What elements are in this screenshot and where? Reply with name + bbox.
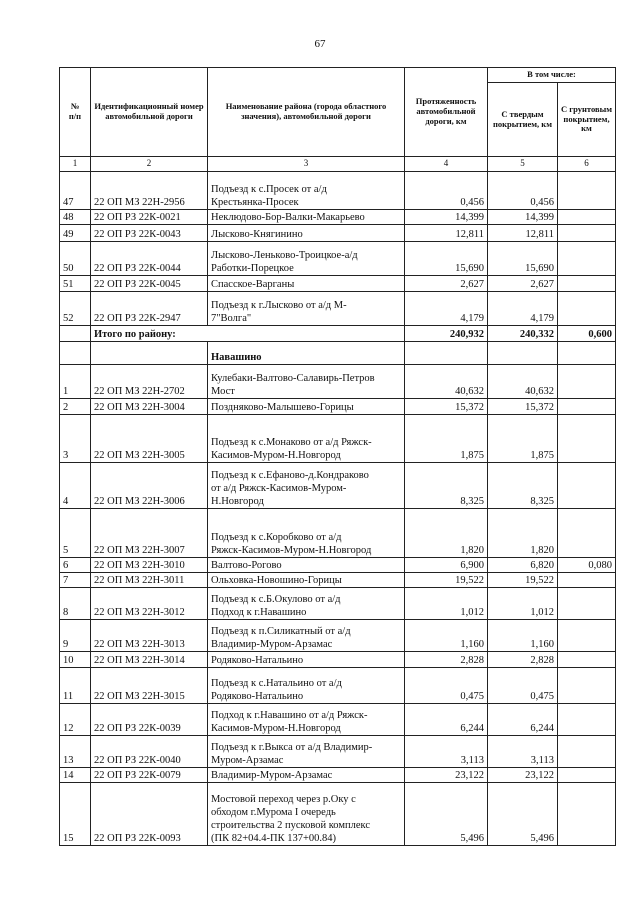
table-row	[60, 588, 616, 620]
road-name: Подъезд к с.Натальино от а/д Родяково-Натальино	[208, 668, 405, 704]
district-total-row	[60, 326, 616, 342]
row-number: 51	[60, 276, 91, 292]
soil-surface-length	[558, 365, 616, 399]
road-id: 22 ОП МЗ 22Н-3007	[91, 509, 208, 558]
row-number: 14	[60, 768, 91, 783]
hard-surface-length: 19,522	[488, 573, 558, 588]
road-length: 15,690	[405, 242, 488, 276]
table-row	[60, 558, 616, 573]
table-row	[60, 768, 616, 783]
hard-surface-length: 15,372	[488, 399, 558, 415]
hard-surface-length: 8,325	[488, 463, 558, 509]
total-hard: 240,332	[488, 326, 558, 342]
road-length: 12,811	[405, 225, 488, 242]
road-id: 22 ОП РЗ 22К-0021	[91, 210, 208, 225]
total-label: Итого по району:	[91, 326, 405, 342]
road-name: Кулебаки-Валтово-Салавирь-Петров Мост	[208, 365, 405, 399]
table-row	[60, 292, 616, 326]
header-road-id: Идентификационный номер автомобильной дороги	[91, 68, 208, 157]
road-name: Лысково-Княгинино	[208, 225, 405, 242]
total-length: 240,932	[405, 326, 488, 342]
soil-surface-length	[558, 588, 616, 620]
header-road-name: Наименование района (города областного значения), автомобильной дороги	[208, 68, 405, 157]
column-index: 6	[558, 157, 616, 172]
district-heading-row	[60, 342, 616, 365]
road-name: Подъезд к с.Б.Окулово от а/д Подход к г.Навашино	[208, 588, 405, 620]
soil-surface-length	[558, 768, 616, 783]
road-length: 1,875	[405, 415, 488, 463]
road-length: 14,399	[405, 210, 488, 225]
road-id: 22 ОП МЗ 22Н-2956	[91, 172, 208, 210]
column-index-row	[60, 157, 616, 172]
road-id: 22 ОП МЗ 22Н-3011	[91, 573, 208, 588]
road-name: Родяково-Натальино	[208, 652, 405, 668]
hard-surface-length: 2,627	[488, 276, 558, 292]
road-id: 22 ОП МЗ 22Н-3006	[91, 463, 208, 509]
road-id: 22 ОП РЗ 22К-0045	[91, 276, 208, 292]
soil-surface-length	[558, 242, 616, 276]
road-length: 8,325	[405, 463, 488, 509]
table-row	[60, 399, 616, 415]
soil-surface-length: 0,080	[558, 558, 616, 573]
road-name: Подъезд к г.Выкса от а/д Владимир- Муром-Арзамас	[208, 736, 405, 768]
road-length: 40,632	[405, 365, 488, 399]
road-id: 22 ОП МЗ 22Н-3005	[91, 415, 208, 463]
district-name: Навашино	[208, 342, 405, 365]
table-row	[60, 736, 616, 768]
hard-surface-length: 40,632	[488, 365, 558, 399]
table-row	[60, 652, 616, 668]
table-row	[60, 704, 616, 736]
header-group: В том числе:	[488, 68, 616, 83]
row-number: 12	[60, 704, 91, 736]
road-id: 22 ОП МЗ 22Н-3013	[91, 620, 208, 652]
total-soil: 0,600	[558, 326, 616, 342]
hard-surface-length: 1,820	[488, 509, 558, 558]
row-number: 7	[60, 573, 91, 588]
road-id: 22 ОП МЗ 22Н-3015	[91, 668, 208, 704]
hard-surface-length: 1,875	[488, 415, 558, 463]
road-id: 22 ОП МЗ 22Н-3010	[91, 558, 208, 573]
column-index: 1	[60, 157, 91, 172]
row-number: 48	[60, 210, 91, 225]
header-soil-surface: С грунтовым покрытием, км	[558, 83, 616, 157]
soil-surface-length	[558, 704, 616, 736]
soil-surface-length	[558, 210, 616, 225]
road-length: 0,456	[405, 172, 488, 210]
road-length: 4,179	[405, 292, 488, 326]
road-length: 0,475	[405, 668, 488, 704]
hard-surface-length: 15,690	[488, 242, 558, 276]
soil-surface-length	[558, 620, 616, 652]
table-row	[60, 225, 616, 242]
road-id: 22 ОП РЗ 22К-2947	[91, 292, 208, 326]
table-row	[60, 463, 616, 509]
road-id: 22 ОП МЗ 22Н-3004	[91, 399, 208, 415]
table-row	[60, 509, 616, 558]
road-name: Подъезд к с.Просек от а/д Крестьянка-Просек	[208, 172, 405, 210]
hard-surface-length: 14,399	[488, 210, 558, 225]
soil-surface-length	[558, 783, 616, 846]
column-index: 3	[208, 157, 405, 172]
road-name: Владимир-Муром-Арзамас	[208, 768, 405, 783]
soil-surface-length	[558, 668, 616, 704]
row-number: 49	[60, 225, 91, 242]
row-number: 10	[60, 652, 91, 668]
row-number: 13	[60, 736, 91, 768]
table-row	[60, 365, 616, 399]
hard-surface-length: 6,244	[488, 704, 558, 736]
soil-surface-length	[558, 415, 616, 463]
road-name: Валтово-Рогово	[208, 558, 405, 573]
hard-surface-length: 23,122	[488, 768, 558, 783]
road-name: Подъезд к г.Лысково от а/д М- 7"Волга"	[208, 292, 405, 326]
road-id: 22 ОП МЗ 22Н-2702	[91, 365, 208, 399]
road-id: 22 ОП РЗ 22К-0079	[91, 768, 208, 783]
table-row	[60, 668, 616, 704]
road-length: 2,828	[405, 652, 488, 668]
soil-surface-length	[558, 292, 616, 326]
soil-surface-length	[558, 225, 616, 242]
road-length: 2,627	[405, 276, 488, 292]
road-length: 1,160	[405, 620, 488, 652]
road-id: 22 ОП РЗ 22К-0043	[91, 225, 208, 242]
road-length: 5,496	[405, 783, 488, 846]
road-id: 22 ОП МЗ 22Н-3012	[91, 588, 208, 620]
road-id: 22 ОП РЗ 22К-0040	[91, 736, 208, 768]
road-length: 23,122	[405, 768, 488, 783]
road-length: 3,113	[405, 736, 488, 768]
road-length: 19,522	[405, 573, 488, 588]
road-id: 22 ОП РЗ 22К-0093	[91, 783, 208, 846]
table-row	[60, 242, 616, 276]
table-row	[60, 783, 616, 846]
road-length: 6,900	[405, 558, 488, 573]
hard-surface-length: 1,160	[488, 620, 558, 652]
row-number: 1	[60, 365, 91, 399]
row-number: 5	[60, 509, 91, 558]
hard-surface-length: 2,828	[488, 652, 558, 668]
row-number: 15	[60, 783, 91, 846]
road-name: Неклюдово-Бор-Валки-Макарьево	[208, 210, 405, 225]
table-row	[60, 210, 616, 225]
road-name: Подъезд к с.Коробково от а/д Ряжск-Касимов-Муром-Н.Новгород	[208, 509, 405, 558]
road-length: 15,372	[405, 399, 488, 415]
row-number: 3	[60, 415, 91, 463]
table-row	[60, 172, 616, 210]
hard-surface-length: 6,820	[488, 558, 558, 573]
hard-surface-length: 0,456	[488, 172, 558, 210]
hard-surface-length: 3,113	[488, 736, 558, 768]
road-name: Ольховка-Новошино-Горицы	[208, 573, 405, 588]
row-number: 8	[60, 588, 91, 620]
road-name: Спасское-Варганы	[208, 276, 405, 292]
row-number: 47	[60, 172, 91, 210]
road-length: 1,820	[405, 509, 488, 558]
road-name: Подъезд к п.Силикатный от а/д Владимир-Муром-Арзамас	[208, 620, 405, 652]
soil-surface-length	[558, 652, 616, 668]
page-number: 67	[314, 38, 326, 50]
hard-surface-length: 4,179	[488, 292, 558, 326]
column-index: 4	[405, 157, 488, 172]
road-length: 6,244	[405, 704, 488, 736]
row-number: 50	[60, 242, 91, 276]
hard-surface-length: 5,496	[488, 783, 558, 846]
road-id: 22 ОП РЗ 22К-0039	[91, 704, 208, 736]
road-name: Подъезд к с.Ефаново-д.Кондраково от а/д Ряжск-Касимов-Муром- Н.Новгород	[208, 463, 405, 509]
row-number: 52	[60, 292, 91, 326]
road-name: Подъезд к с.Монаково от а/д Ряжск- Касимов-Муром-Н.Новгород	[208, 415, 405, 463]
road-length: 1,012	[405, 588, 488, 620]
header-length: Протяженность автомобильной дороги, км	[405, 68, 488, 157]
hard-surface-length: 0,475	[488, 668, 558, 704]
row-number: 4	[60, 463, 91, 509]
hard-surface-length: 1,012	[488, 588, 558, 620]
soil-surface-length	[558, 736, 616, 768]
table-row	[60, 620, 616, 652]
soil-surface-length	[558, 399, 616, 415]
header-hard-surface: С твердым покрытием, км	[488, 83, 558, 157]
row-number: 6	[60, 558, 91, 573]
table-row	[60, 415, 616, 463]
row-number: 2	[60, 399, 91, 415]
hard-surface-length: 12,811	[488, 225, 558, 242]
row-number: 9	[60, 620, 91, 652]
road-name: Поздняково-Малышево-Горицы	[208, 399, 405, 415]
soil-surface-length	[558, 509, 616, 558]
soil-surface-length	[558, 172, 616, 210]
soil-surface-length	[558, 463, 616, 509]
road-id: 22 ОП РЗ 22К-0044	[91, 242, 208, 276]
soil-surface-length	[558, 573, 616, 588]
column-index: 5	[488, 157, 558, 172]
table-row	[60, 573, 616, 588]
row-number: 11	[60, 668, 91, 704]
header-number: № п/п	[60, 68, 91, 157]
soil-surface-length	[558, 276, 616, 292]
road-name: Мостовой переход через р.Оку с обходом г.Мурома I очередь строительства 2 пусковой комплекс (ПК 82+04.4-ПК 137+00.84)	[208, 783, 405, 846]
road-name: Подход к г.Навашино от а/д Ряжск- Касимов-Муром-Н.Новгород	[208, 704, 405, 736]
road-name: Лысково-Леньково-Троицкое-а/д Работки-Порецкое	[208, 242, 405, 276]
column-index: 2	[91, 157, 208, 172]
roads-table	[59, 67, 616, 846]
table-row	[60, 276, 616, 292]
road-id: 22 ОП МЗ 22Н-3014	[91, 652, 208, 668]
